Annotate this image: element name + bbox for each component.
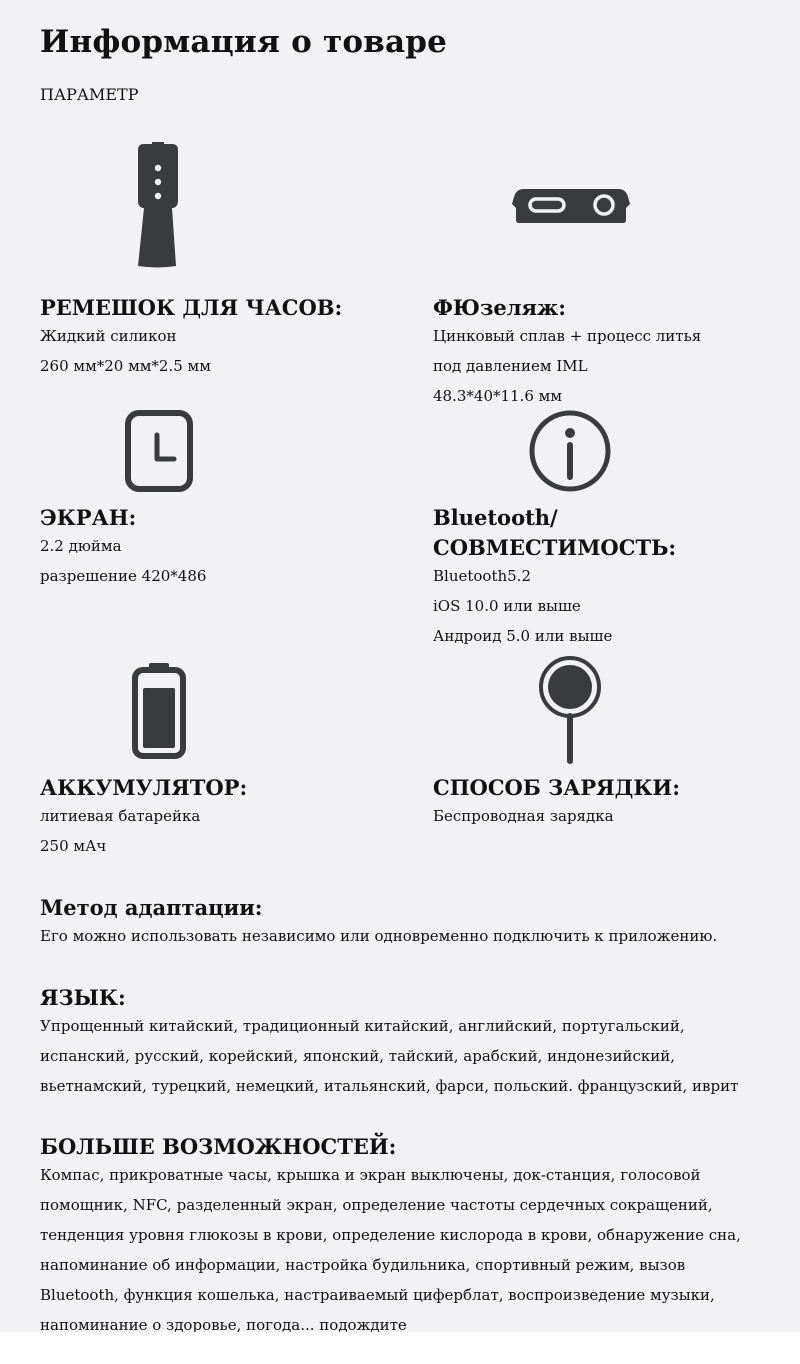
- paragraph-line: испанский, русский, корейский, японский, тайский, арабский, индонезийский,: [40, 1047, 675, 1065]
- watch-screen-icon: [124, 409, 194, 493]
- bluetooth-version: Bluetooth5.2: [433, 567, 531, 585]
- battery-type: литиевая батарейка: [40, 807, 201, 825]
- body-material: Цинковый сплав + процесс литья: [433, 327, 702, 345]
- body-heading: ФЮзеляж:: [433, 295, 566, 320]
- screen-resolution: разрешение 420*486: [40, 567, 207, 585]
- bluetooth-heading-line2: СОВМЕСТИМОСТЬ:: [433, 535, 677, 560]
- info-icon: [528, 409, 612, 493]
- battery-icon: [131, 662, 187, 760]
- watch-strap-icon: [134, 142, 182, 268]
- watch-body-icon: [510, 186, 632, 226]
- paragraph-line: напоминание об информации, настройка будильника, спортивный режим, вызов: [40, 1256, 686, 1274]
- screen-heading: ЭКРАН:: [40, 505, 137, 530]
- adaptation-text: [40, 921, 800, 951]
- strap-size: 260 мм*20 мм*2.5 мм: [40, 357, 211, 375]
- body-size: 48.3*40*11.6 мм: [433, 387, 562, 405]
- wireless-charger-icon: [538, 655, 602, 765]
- body-process: под давлением IML: [433, 357, 588, 375]
- features-text: [40, 1160, 800, 1332]
- paragraph-line: помощник, NFC, разделенный экран, определение частоты сердечных сокращений,: [40, 1196, 713, 1214]
- paragraph-line: напоминание о здоровье, погода... подождите: [40, 1316, 407, 1332]
- features-heading: БОЛЬШЕ ВОЗМОЖНОСТЕЙ:: [40, 1134, 397, 1159]
- paragraph-line: Упрощенный китайский, традиционный китайский, английский, португальский,: [40, 1017, 685, 1035]
- charging-heading: СПОСОБ ЗАРЯДКИ:: [433, 775, 681, 800]
- paragraph-line: Компас, прикроватные часы, крышка и экран выключены, док-станция, голосовой: [40, 1166, 701, 1184]
- paragraph-line: тенденция уровня глюкозы в крови, определение кислорода в крови, обнаружение сна,: [40, 1226, 741, 1244]
- paragraph-line: Bluetooth, функция кошелька, настраиваемый циферблат, воспроизведение музыки,: [40, 1286, 715, 1304]
- language-text: [40, 1011, 800, 1101]
- parameter-label: ПАРАМЕТР: [40, 85, 139, 104]
- language-heading: ЯЗЫК:: [40, 985, 126, 1010]
- strap-material: Жидкий силикон: [40, 327, 177, 345]
- screen-size: 2.2 дюйма: [40, 537, 122, 555]
- adaptation-heading: Метод адаптации:: [40, 895, 263, 920]
- paragraph-line: Его можно использовать независимо или одновременно подключить к приложению.: [40, 927, 718, 945]
- ios-compatibility: iOS 10.0 или выше: [433, 597, 581, 615]
- battery-heading: АККУМУЛЯТОР:: [40, 775, 248, 800]
- bluetooth-heading-line1: Bluetooth/: [433, 505, 558, 530]
- charging-method: Беспроводная зарядка: [433, 807, 614, 825]
- strap-heading: РЕМЕШОК ДЛЯ ЧАСОВ:: [40, 295, 343, 320]
- page-title: Информация о товаре: [40, 24, 448, 60]
- paragraph-line: вьетнамский, турецкий, немецкий, итальянский, фарси, польский. французский, иврит: [40, 1077, 739, 1095]
- android-compatibility: Андроид 5.0 или выше: [433, 627, 613, 645]
- battery-capacity: 250 мАч: [40, 837, 107, 855]
